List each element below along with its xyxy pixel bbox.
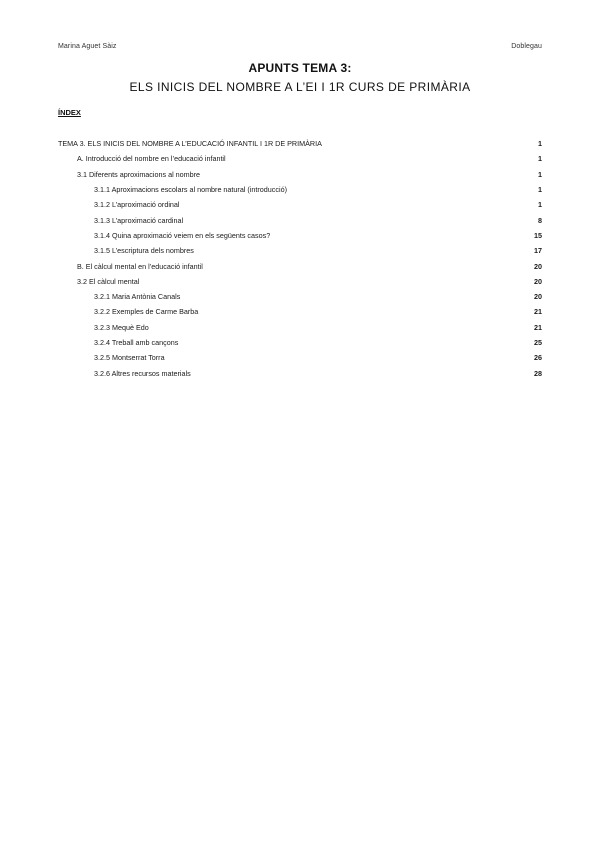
toc-entry[interactable] bbox=[58, 258, 542, 273]
toc-entry-page-number[interactable]: 8 bbox=[538, 215, 542, 225]
toc-entry-page-number[interactable]: 28 bbox=[534, 368, 542, 378]
toc-entry[interactable] bbox=[58, 228, 542, 243]
toc-entry[interactable] bbox=[58, 274, 542, 289]
toc-entry-label[interactable]: B. El càlcul mental en l’educació infantil bbox=[77, 261, 203, 271]
toc-entry-page-number[interactable]: 20 bbox=[534, 292, 542, 302]
toc-entry[interactable] bbox=[58, 304, 542, 319]
toc-entry-label[interactable]: 3.2.5 Montserrat Torra bbox=[94, 353, 165, 363]
toc-entry-page-number[interactable]: 20 bbox=[534, 261, 542, 271]
toc-entry-label[interactable]: A. Introducció del nombre en l’educació infantil bbox=[77, 154, 226, 164]
toc-entry-label[interactable]: 3.2.6 Altres recursos materials bbox=[94, 368, 191, 378]
table-of-contents bbox=[58, 136, 542, 381]
toc-entry-label[interactable]: 3.2.2 Exemples de Carme Barba bbox=[94, 307, 199, 317]
toc-entry[interactable] bbox=[58, 212, 542, 227]
toc-entry-page-number[interactable]: 1 bbox=[538, 154, 542, 164]
toc-entry-label[interactable]: 3.2 El càlcul mental bbox=[77, 276, 140, 286]
toc-entry[interactable] bbox=[58, 289, 542, 304]
toc-entry-label[interactable]: 3.2.3 Mequè Edo bbox=[94, 322, 149, 332]
toc-entry[interactable] bbox=[58, 197, 542, 212]
toc-entry-page-number[interactable]: 25 bbox=[534, 338, 542, 347]
toc-entry[interactable] bbox=[58, 136, 542, 151]
toc-entry[interactable] bbox=[58, 335, 542, 350]
toc-entry-page-number[interactable]: 15 bbox=[534, 230, 542, 240]
toc-entry-page-number[interactable]: 20 bbox=[534, 276, 542, 286]
toc-entry-page-number[interactable]: 26 bbox=[534, 353, 542, 363]
toc-entry-page-number[interactable]: 1 bbox=[538, 139, 542, 149]
toc-entry-page-number[interactable]: 1 bbox=[538, 200, 542, 210]
header-right-text: Doblegau bbox=[511, 42, 542, 50]
toc-entry[interactable] bbox=[58, 350, 542, 365]
toc-entry-label[interactable]: 3.1.4 Quina aproximació veiem en els següents casos? bbox=[94, 230, 271, 240]
toc-entry-label[interactable]: 3.2.1 Maria Antònia Canals bbox=[94, 292, 181, 302]
author-name: Marina Aguet Sàiz bbox=[58, 42, 117, 50]
index-heading: ÍNDEX bbox=[58, 108, 81, 117]
toc-entry-page-number[interactable]: 17 bbox=[534, 246, 542, 256]
page-header bbox=[58, 40, 542, 52]
toc-entry-label[interactable]: 3.2.4 Treball amb cançons bbox=[94, 338, 179, 347]
toc-entry[interactable] bbox=[58, 365, 542, 380]
toc-entry-label[interactable]: 3.1.2 L’aproximació ordinal bbox=[94, 200, 180, 210]
toc-entry-label[interactable]: TEMA 3. ELS INICIS DEL NOMBRE A L’EDUCACIÓ INFANTIL I 1R DE PRIMÀRIA bbox=[58, 139, 322, 149]
toc-entry-label[interactable]: 3.1.1 Aproximacions escolars al nombre natural (introducció) bbox=[94, 185, 287, 195]
toc-entry[interactable] bbox=[58, 151, 542, 166]
toc-entry-page-number[interactable]: 21 bbox=[534, 322, 542, 332]
document-title: APUNTS TEMA 3: bbox=[248, 61, 352, 75]
document-subtitle: ELS INICIS DEL NOMBRE A L’EI I 1R CURS DE PRIMÀRIA bbox=[129, 80, 471, 94]
toc-entry-page-number[interactable]: 21 bbox=[534, 307, 542, 317]
toc-entry-page-number[interactable]: 1 bbox=[538, 169, 542, 179]
toc-entry[interactable] bbox=[58, 182, 542, 197]
toc-entry-label[interactable]: 3.1 Diferents aproximacions al nombre bbox=[77, 169, 201, 179]
toc-entry-label[interactable]: 3.1.3 L’aproximació cardinal bbox=[94, 215, 184, 225]
toc-entry[interactable] bbox=[58, 167, 542, 182]
toc-entry-label[interactable]: 3.1.5 L’escriptura dels nombres bbox=[94, 246, 194, 256]
title-block bbox=[0, 60, 600, 95]
toc-entry[interactable] bbox=[58, 243, 542, 258]
toc-entry[interactable] bbox=[58, 320, 542, 335]
toc-entry-page-number[interactable]: 1 bbox=[538, 185, 542, 195]
